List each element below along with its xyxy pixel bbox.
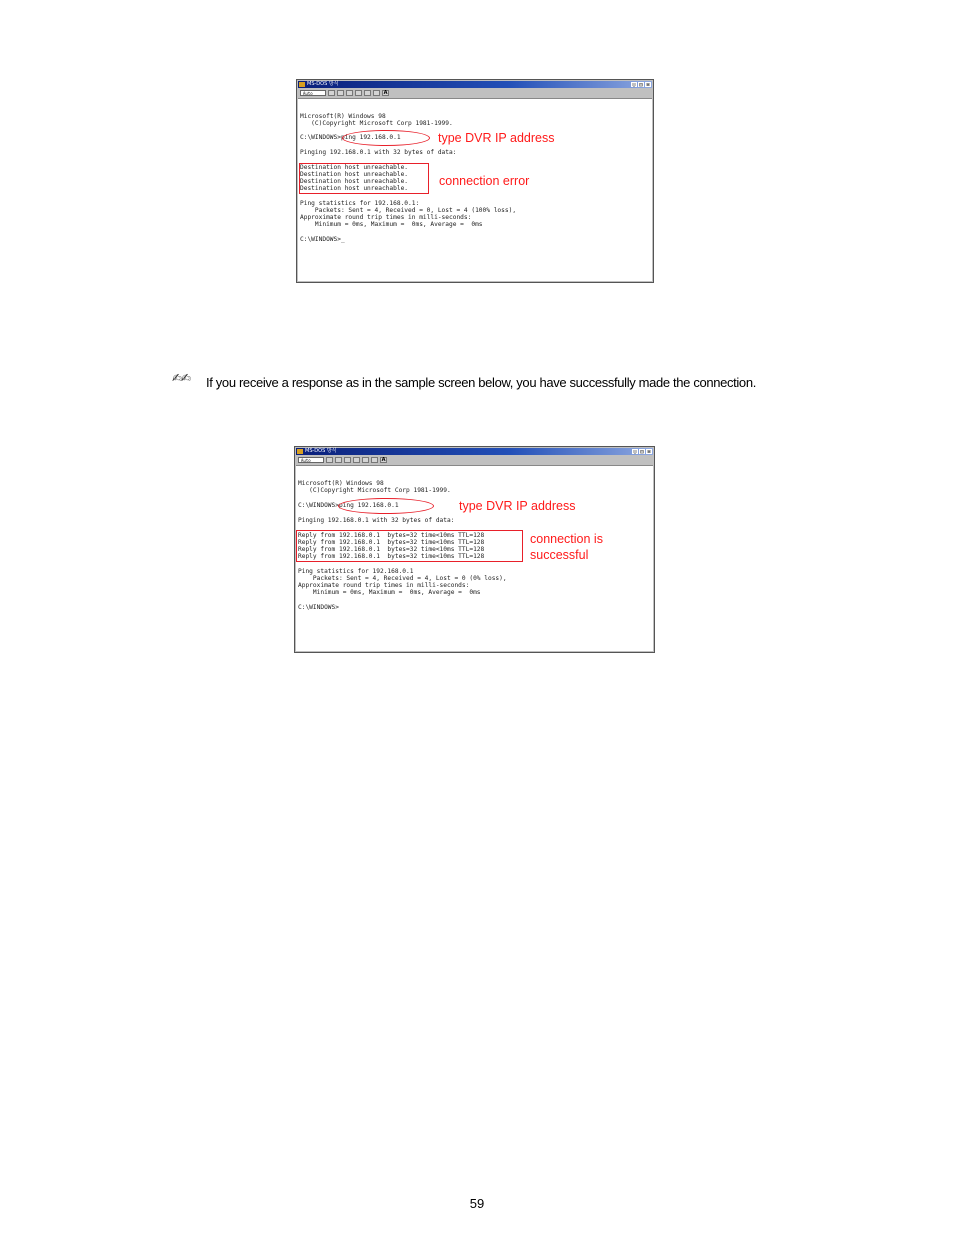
font-icon[interactable]: A [381, 457, 386, 463]
writing-hands-icon: ✍✍ [172, 371, 191, 385]
console-line: (C)Copyright Microsoft Corp 1981-1999. [298, 487, 451, 494]
ip-highlight-oval [338, 498, 434, 514]
console-output [296, 465, 653, 651]
fullscreen-icon[interactable] [353, 457, 360, 463]
screenshot-connection-successful [294, 446, 655, 653]
console-line: C:\WINDOWS>ping 192.168.0.1 [300, 134, 401, 141]
maximize-icon[interactable]: □ [640, 449, 644, 454]
console-line: C:\WINDOWS> [298, 604, 339, 611]
properties-icon[interactable] [362, 457, 369, 463]
font-size-select[interactable]: Auto [298, 457, 324, 463]
minimize-icon[interactable]: _ [634, 449, 636, 454]
msdos-icon [297, 449, 303, 454]
close-icon[interactable]: × [646, 82, 650, 87]
font-icon[interactable]: A [383, 90, 388, 96]
console-line: Packets: Sent = 4, Received = 0, Lost = 4 (100% loss), [300, 207, 517, 214]
window-toolbar [296, 456, 653, 464]
msdos-icon [299, 82, 305, 87]
console-line: Reply from 192.168.0.1 bytes=32 time<10ms TTL=128 [298, 546, 485, 553]
page-number: 59 [469, 1196, 485, 1211]
console-line: Pinging 192.168.0.1 with 32 bytes of data: [300, 149, 457, 156]
maximize-icon[interactable]: □ [639, 82, 643, 87]
window-toolbar [298, 89, 652, 97]
fullscreen-icon[interactable] [355, 90, 362, 96]
console-line: C:\WINDOWS>_ [300, 236, 345, 243]
console-line: Ping statistics for 192.168.0.1 [298, 568, 414, 575]
screenshot-connection-error [296, 79, 654, 283]
console-line: Reply from 192.168.0.1 bytes=32 time<10ms TTL=128 [298, 539, 485, 546]
console-line: Reply from 192.168.0.1 bytes=32 time<10ms TTL=128 [298, 553, 485, 560]
console-line: Ping statistics for 192.168.0.1: [300, 200, 420, 207]
copy-icon[interactable] [337, 90, 344, 96]
background-icon[interactable] [373, 90, 380, 96]
console-line: Destination host unreachable. [300, 164, 409, 171]
window-title: MS-DOS 방식 [305, 448, 337, 454]
console-line: Minimum = 0ms, Maximum = 0ms, Average = 0ms [300, 221, 483, 228]
console-line: Pinging 192.168.0.1 with 32 bytes of data: [298, 517, 455, 524]
background-icon[interactable] [371, 457, 378, 463]
instruction-paragraph: If you receive a response as in the sample screen below, you have successfully made the connection. [206, 375, 756, 390]
window-titlebar [298, 81, 652, 88]
font-size-select[interactable]: Auto [300, 90, 326, 96]
console-line: Destination host unreachable. [300, 185, 409, 192]
annotation-type-ip: type DVR IP address [459, 499, 576, 513]
window-title: MS-DOS 방식 [307, 81, 339, 87]
console-line: (C)Copyright Microsoft Corp 1981-1999. [300, 120, 453, 127]
console-line: Reply from 192.168.0.1 bytes=32 time<10ms TTL=128 [298, 532, 485, 539]
error-highlight-box [299, 163, 429, 194]
console-line: Destination host unreachable. [300, 171, 409, 178]
close-icon[interactable]: × [647, 449, 651, 454]
console-line: Approximate round trip times in milli-seconds: [298, 582, 470, 589]
ip-highlight-oval [342, 130, 430, 146]
window-titlebar [296, 448, 653, 455]
paste-icon[interactable] [346, 90, 353, 96]
mark-icon[interactable] [328, 90, 335, 96]
console-line: Microsoft(R) Windows 98 [300, 113, 386, 120]
console-line: C:\WINDOWS>ping 192.168.0.1 [298, 502, 399, 509]
annotation-connection-error: connection error [439, 174, 530, 188]
console-line: Microsoft(R) Windows 98 [298, 480, 384, 487]
console-line: Minimum = 0ms, Maximum = 0ms, Average = 0ms [298, 589, 481, 596]
mark-icon[interactable] [326, 457, 333, 463]
console-line: Approximate round trip times in milli-seconds: [300, 214, 472, 221]
properties-icon[interactable] [364, 90, 371, 96]
success-highlight-box [296, 530, 523, 562]
paste-icon[interactable] [344, 457, 351, 463]
annotation-type-ip: type DVR IP address [438, 131, 555, 145]
console-line: Destination host unreachable. [300, 178, 409, 185]
minimize-icon[interactable]: _ [633, 82, 635, 87]
copy-icon[interactable] [335, 457, 342, 463]
console-line: Packets: Sent = 4, Received = 4, Lost = 0 (0% loss), [298, 575, 507, 582]
annotation-connection-successful: connection is successful [530, 532, 603, 562]
console-output [298, 98, 652, 281]
